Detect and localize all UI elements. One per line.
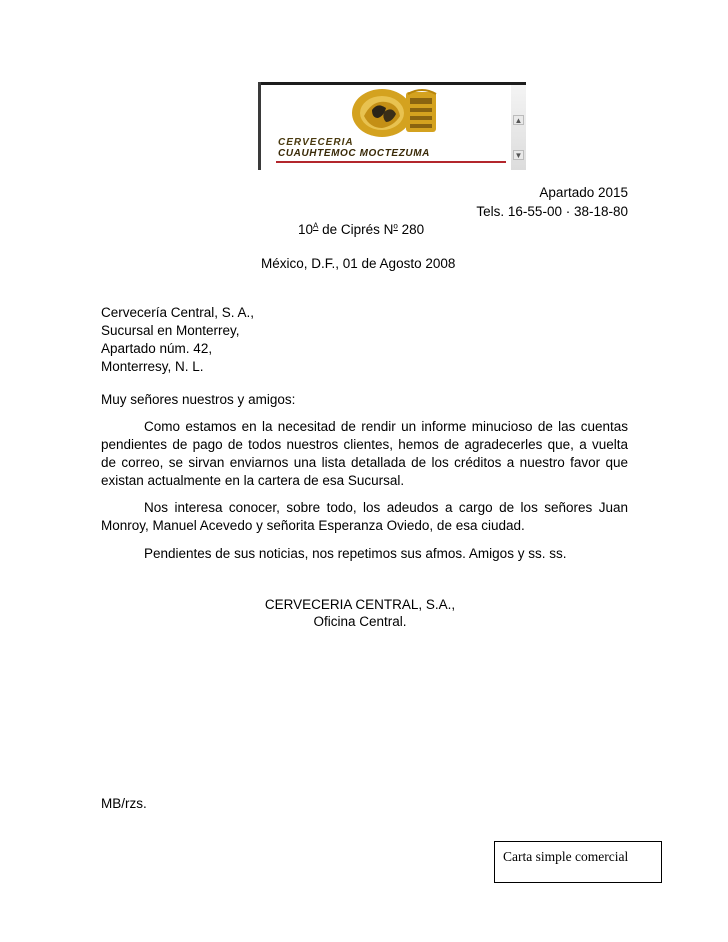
signature-office: Oficina Central. <box>313 614 407 629</box>
brewery-emblem-icon <box>350 86 442 138</box>
reference-initials: MB/rzs. <box>101 796 147 811</box>
brand-underline <box>276 161 506 163</box>
brand-name-line1: CERVECERIA <box>278 137 354 148</box>
recipient-line-1: Cervecería Central, S. A., <box>101 305 255 320</box>
street-address: $10^A$ de Ciprés $N^o$ 280 <box>298 221 425 237</box>
document-type-label: Carta simple comercial <box>494 841 662 883</box>
salutation: Muy señores nuestros y amigos: <box>101 392 296 407</box>
logo-scroll-edge <box>511 85 526 170</box>
logo-frame-top <box>258 82 526 85</box>
brand-name-line2: CUAUHTEMOC MOCTEZUMA <box>278 148 430 159</box>
logo-frame-left <box>258 82 261 170</box>
po-box: Apartado 2015 <box>539 185 628 200</box>
phone-numbers: Tels. 16-55-00 · 38-18-80 <box>476 204 628 219</box>
arrow-up-icon: ▲ <box>514 116 523 125</box>
signature-company: CERVECERIA CENTRAL, S.A., <box>264 597 456 612</box>
recipient-line-3: Apartado núm. 42, <box>101 341 213 356</box>
arrow-down-icon: ▼ <box>514 151 523 160</box>
place-and-date: México, D.F., 01 de Agosto 2008 <box>261 256 456 271</box>
body-paragraph-1: Como estamos en la necesitad de rendir un informe minucioso de las cuentas pendientes de pago de todos nuestros clientes, hemos de agradecerles que, a vuelta de correo, se sirvan enviarnos una lista detallada de los créditos a nuestro favor que existan actualmente en la cartera de esa Sucursal. <box>101 419 628 488</box>
body-paragraph-2: Nos interesa conocer, sobre todo, los adeudos a cargo de los señores Juan Monroy, Manuel Acevedo y señorita Esperanza Oviedo, de esa ciudad. <box>101 500 628 533</box>
company-logo <box>258 82 526 170</box>
recipient-line-4: Monterresy, N. L. <box>101 359 204 374</box>
recipient-line-2: Sucursal en Monterrey, <box>101 323 240 338</box>
body-paragraph-3: Pendientes de sus noticias, nos repetimos sus afmos. Amigos y ss. ss. <box>144 546 567 561</box>
